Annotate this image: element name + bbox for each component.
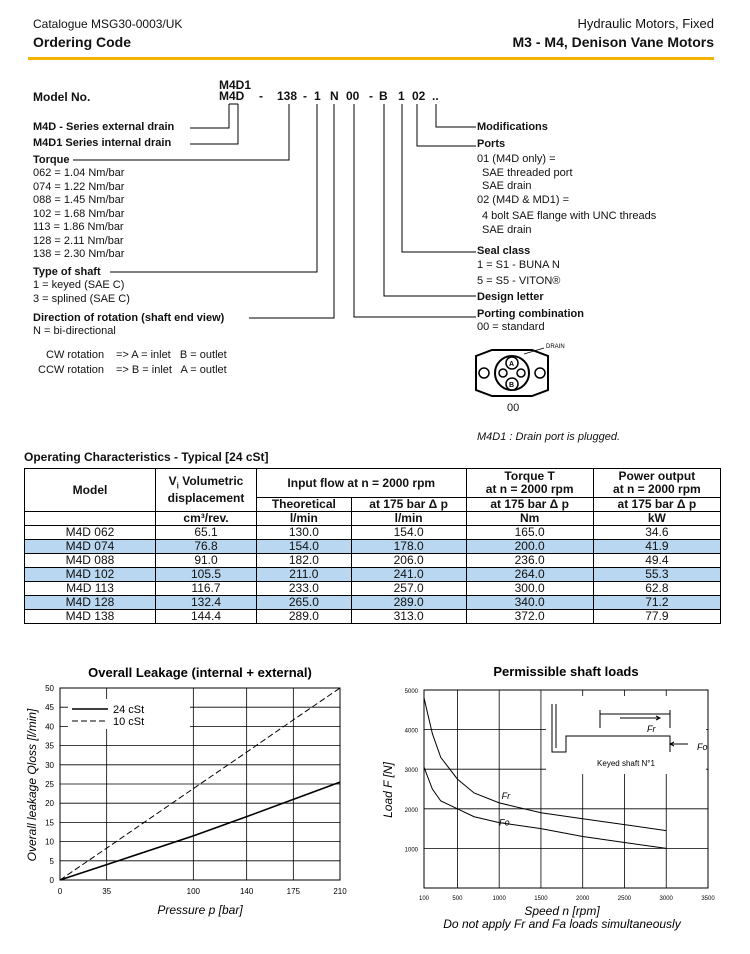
x-axis-label: Speed n [rpm] bbox=[524, 904, 600, 918]
modifications-title: Modifications bbox=[477, 121, 548, 133]
x-tick-label: 100 bbox=[418, 896, 430, 902]
th-input-flow: Input flow at n = 2000 rpm bbox=[257, 469, 467, 498]
y-tick-label: 5 bbox=[49, 856, 54, 866]
x-tick-label: 0 bbox=[57, 887, 63, 896]
shaft-item: 3 = splined (SAE C) bbox=[33, 292, 130, 305]
x-tick-label: 2500 bbox=[617, 896, 632, 902]
legend-label: 10 cSt bbox=[113, 716, 145, 728]
y-tick-label: 2000 bbox=[404, 807, 418, 814]
table-body bbox=[25, 526, 721, 624]
rotation-item: N = bi-directional bbox=[33, 325, 116, 337]
y-tick-label: 1000 bbox=[404, 847, 418, 854]
x-tick-label: 140 bbox=[239, 887, 254, 896]
series-external-label: M4D - Series external drain bbox=[33, 121, 175, 133]
x-tick-label: 175 bbox=[286, 887, 301, 896]
ports-item: SAE threaded port bbox=[482, 166, 573, 179]
ccw-label: CCW rotation bbox=[38, 364, 105, 376]
th-volumetric: $V_i$ Volumetric displacement bbox=[156, 469, 257, 512]
torque-item: 128 = 2.11 Nm/bar bbox=[33, 234, 124, 247]
series-label-fo: Fo bbox=[499, 817, 510, 828]
ports-item: 4 bolt SAE flange with UNC threads bbox=[482, 210, 657, 222]
inset-label: Keyed shaft N°1 bbox=[597, 759, 655, 768]
table-title: Operating Characteristics - Typical [24 cSt] bbox=[24, 450, 269, 464]
torque-item: 062 = 1.04 Nm/bar bbox=[33, 167, 125, 179]
section-title: Ordering Code bbox=[33, 34, 132, 50]
torque-item: 088 = 1.45 Nm/bar bbox=[33, 194, 125, 206]
y-tick-label: 20 bbox=[45, 799, 54, 809]
th-theoretical: Theoretical bbox=[257, 498, 352, 512]
y-axis-label: Overall leakage Qloss [l/min] bbox=[25, 708, 39, 862]
y-tick-label: 5000 bbox=[404, 689, 418, 695]
ports-item: SAE drain bbox=[482, 223, 532, 236]
code-part-porting: 00 bbox=[346, 89, 360, 103]
page-title: Hydraulic Motors, Fixed bbox=[577, 16, 714, 31]
th-model: Model bbox=[25, 469, 156, 512]
unit-torque: Nm bbox=[466, 512, 593, 526]
x-tick-label: 210 bbox=[333, 887, 347, 896]
series-internal-label: M4D1 Series internal drain bbox=[33, 137, 172, 149]
seal-title: Seal class bbox=[477, 245, 531, 257]
code-part-design: B bbox=[379, 89, 388, 103]
table-row: M4D 128 132.4 265.0 289.0 340.0 71.2 bbox=[25, 596, 721, 610]
catalogue-number: Catalogue MSG30-0003/UK bbox=[33, 17, 183, 31]
code-alt: M4D1 bbox=[219, 78, 252, 92]
code-sep-2: - bbox=[303, 89, 307, 103]
unit-flow-theo: l/min bbox=[257, 512, 352, 526]
unit-power: kW bbox=[593, 512, 720, 526]
torque-item: 113 = 1.86 Nm/bar bbox=[33, 221, 124, 233]
shaft-list bbox=[33, 279, 130, 306]
port-figure-label: 00 bbox=[507, 402, 520, 414]
shaft-item: 1 = keyed (SAE C) bbox=[33, 279, 125, 291]
seal-list bbox=[477, 259, 560, 288]
th-175-flow: at 175 bar Δ p bbox=[351, 498, 466, 512]
drain-note: M4D1 : Drain port is plugged. bbox=[477, 431, 621, 443]
x-axis-label: Pressure p [bar] bbox=[157, 903, 243, 917]
x-tick-label: 3500 bbox=[701, 896, 715, 902]
drain-label: DRAIN bbox=[546, 344, 565, 350]
table-row: M4D 138 144.4 289.0 313.0 372.0 77.9 bbox=[25, 610, 721, 624]
y-tick-label: 3000 bbox=[404, 768, 418, 775]
code-sep-3: - bbox=[369, 89, 373, 103]
y-axis-label: Load F [N] bbox=[381, 762, 395, 818]
x-tick-label: 1000 bbox=[492, 896, 506, 902]
y-tick-label: 25 bbox=[45, 780, 54, 789]
unit-flow-175: l/min bbox=[351, 512, 466, 526]
inset-fr-label: Fr bbox=[647, 724, 656, 734]
inset-fo-label: Fo bbox=[697, 742, 708, 752]
series-line-fo bbox=[424, 767, 666, 848]
torque-item: 138 = 2.30 Nm/bar bbox=[33, 248, 125, 260]
rotation-title: Direction of rotation (shaft end view) bbox=[33, 312, 225, 324]
ports-item: SAE drain bbox=[482, 180, 532, 192]
ports-item: 01 (M4D only) = bbox=[477, 153, 556, 165]
code-part-torque: 138 bbox=[277, 89, 298, 103]
y-tick-label: 45 bbox=[45, 703, 54, 713]
chart-footnote: Do not apply Fr and Fa loads simultaneously bbox=[443, 917, 681, 931]
model-no-label: Model No. bbox=[33, 90, 91, 104]
code-part-rotation: N bbox=[330, 89, 339, 103]
x-tick-label: 1500 bbox=[534, 896, 548, 902]
code-part-shaft: 1 bbox=[314, 89, 321, 103]
x-tick-label: 3000 bbox=[659, 896, 673, 902]
unit-volumetric: cm³/rev. bbox=[156, 512, 257, 526]
ports-item: 02 (M4D & MD1) = bbox=[477, 193, 569, 206]
legend-label: 24 cSt bbox=[113, 704, 145, 716]
table-row: M4D 088 91.0 182.0 206.0 236.0 49.4 bbox=[25, 554, 721, 568]
torque-title: Torque bbox=[33, 154, 70, 166]
chart-title: Overall Leakage (internal + external) bbox=[88, 665, 312, 680]
page-subtitle: M3 - M4, Denison Vane Motors bbox=[512, 34, 714, 50]
torque-list bbox=[33, 167, 124, 262]
th-torque: Torque T at n = 2000 rpm bbox=[466, 469, 593, 498]
table-row: M4D 074 76.8 154.0 178.0 200.0 41.9 bbox=[25, 540, 721, 554]
th-blank bbox=[25, 512, 156, 526]
torque-item: 102 = 1.68 Nm/bar bbox=[33, 207, 125, 220]
code-part-series: M4D bbox=[219, 89, 245, 103]
porting-item: 00 = standard bbox=[477, 321, 545, 333]
y-tick-label: 30 bbox=[45, 760, 54, 770]
x-tick-label: 2000 bbox=[576, 896, 590, 902]
x-tick-label: 100 bbox=[186, 887, 201, 896]
th-175-power: at 175 bar Δ p bbox=[593, 498, 720, 512]
code-part-seal: 1 bbox=[398, 89, 405, 103]
cw-text: => A = inlet B = outlet bbox=[116, 349, 227, 361]
x-tick-label: 35 bbox=[102, 887, 112, 896]
y-tick-label: 35 bbox=[45, 741, 54, 751]
chart-title: Permissible shaft loads bbox=[493, 664, 639, 679]
port-diagram bbox=[462, 338, 582, 418]
ports-title: Ports bbox=[477, 138, 506, 150]
ccw-text: => B = inlet A = outlet bbox=[116, 364, 227, 376]
y-tick-label: 50 bbox=[45, 684, 54, 693]
seal-item: 5 = S5 - VITON® bbox=[477, 274, 561, 287]
svg-text:A: A bbox=[509, 361, 515, 368]
y-tick-label: 4000 bbox=[404, 728, 418, 735]
ports-list bbox=[477, 153, 656, 237]
leakage-chart bbox=[0, 660, 370, 950]
th-power: Power output at n = 2000 rpm bbox=[593, 469, 720, 498]
y-tick-label: 10 bbox=[45, 837, 54, 847]
svg-text:B: B bbox=[509, 382, 515, 389]
seal-item: 1 = S1 - BUNA N bbox=[477, 259, 560, 271]
table-row: M4D 113 116.7 233.0 257.0 300.0 62.8 bbox=[25, 582, 721, 596]
porting-title: Porting combination bbox=[477, 308, 584, 320]
cw-label: CW rotation bbox=[46, 349, 105, 361]
series-line-24cst bbox=[60, 782, 340, 880]
code-sep-1: - bbox=[259, 89, 263, 103]
operating-table bbox=[24, 468, 721, 624]
table-row: M4D 102 105.5 211.0 241.0 264.0 55.3 bbox=[25, 568, 721, 582]
x-tick-label: 500 bbox=[452, 896, 463, 902]
torque-item: 074 = 1.22 Nm/bar bbox=[33, 180, 125, 193]
y-tick-label: 40 bbox=[45, 722, 54, 732]
design-letter-title: Design letter bbox=[477, 291, 544, 303]
table-row: M4D 062 65.1 130.0 154.0 165.0 34.6 bbox=[25, 526, 721, 540]
code-part-mods: .. bbox=[432, 89, 439, 103]
shaft-title: Type of shaft bbox=[33, 266, 101, 278]
y-tick-label: 15 bbox=[45, 818, 54, 828]
th-175-torque: at 175 bar Δ p bbox=[466, 498, 593, 512]
y-tick-label: 0 bbox=[49, 876, 54, 885]
shaft-load-chart bbox=[370, 660, 750, 950]
series-label-fr: Fr bbox=[501, 790, 511, 801]
code-part-ports: 02 bbox=[412, 89, 426, 103]
